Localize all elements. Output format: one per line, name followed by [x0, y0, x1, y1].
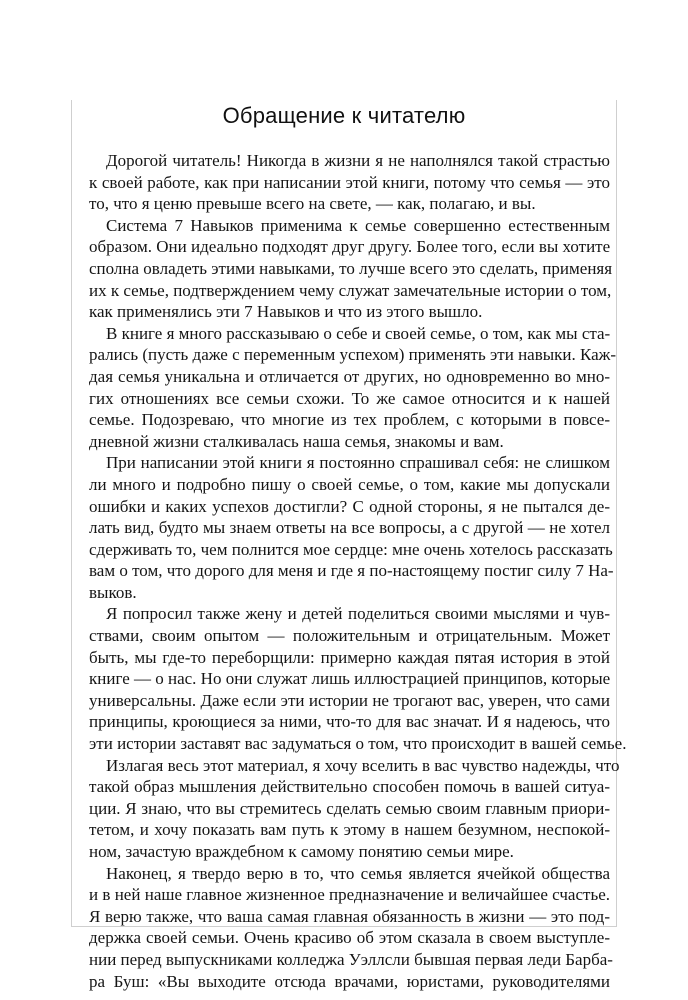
text-line: как применялись эти 7 Навыков и что из этого вышло. — [89, 302, 483, 322]
body-text — [89, 150, 627, 992]
text-line: Я верю также, что ваша самая главная обязанность в жизни — это под- — [89, 906, 610, 926]
text-line: При написании этой книги я постоянно спрашивал себя: не слишком — [106, 453, 610, 473]
page-title: Обращение к читателю — [222, 103, 466, 128]
text-line: принципы, кроющиеся за ними, что-то для вас значат. И я надеюсь, что — [89, 712, 610, 732]
text-line: В книге я много рассказываю о себе и своей семье, о том, как мы ста- — [106, 323, 611, 343]
text-line: Наконец, я твердо верю в то, что семья является ячейкой общества — [106, 863, 610, 883]
text-line: Система 7 Навыков применима к семье совершенно естественным — [106, 215, 610, 235]
paragraph — [89, 215, 613, 323]
paragraph — [89, 323, 617, 453]
text-line: ра Буш: «Вы выходите отсюда врачами, юристами, руководителями — [89, 971, 610, 991]
text-line: ошибки и каких успехов достигли? С одной стороны, я не пытался де- — [89, 496, 610, 516]
text-line: гих отношениях все семьи схожи. То же самое относится и к нашей — [89, 388, 610, 408]
text-line: универсальны. Даже если эти истории не трогают вас, уверен, что сами — [89, 690, 610, 710]
text-line: сдерживать то, чем полнится мое сердце: мне очень хотелось рассказать — [89, 539, 613, 559]
text-line: образом. Они идеально подходят друг другу. Более того, если вы хотите — [89, 237, 611, 257]
paragraph — [89, 603, 627, 754]
text-line: ствами, своим опытом — положительным и отрицательным. Может — [89, 626, 610, 646]
paragraph — [89, 150, 610, 215]
text-line: сполна овладеть этими навыками, то лучше всего это сделать, применяя — [89, 258, 613, 278]
text-line: дая семья уникальна и отличается от других, но одновременно во мно- — [89, 366, 610, 386]
text-line: и в ней наше главное жизненное предназначение и величайшее счастье. — [89, 885, 610, 905]
text-line: то, что я ценю превыше всего на свете, — как, полагаю, и вы. — [89, 194, 536, 214]
text-line: нии перед выпускниками колледжа Уэллсли бывшая первая леди Барба- — [89, 949, 613, 969]
text-line: их к семье, подтверждением чему служат замечательные истории о том, — [89, 280, 612, 300]
text-line: выков. — [89, 582, 137, 602]
paragraph — [89, 452, 614, 603]
text-line: быть, мы где-то переборщили: примерно каждая пятая история в этой — [89, 647, 610, 667]
text-line: тетом, и хочу показать вам путь к этому в нашем безумном, неспокой- — [89, 820, 610, 840]
text-line: семье. Подозреваю, что многие из тех проблем, с которыми в повсе- — [89, 410, 610, 430]
text-line: ции. Я знаю, что вы стремитесь сделать семью своим главным приори- — [89, 798, 610, 818]
text-line: Дорогой читатель! Никогда в жизни я не наполнялся такой страстью — [106, 151, 610, 170]
text-line: ном, зачастую враждебном к самому понятию семьи мире. — [89, 842, 514, 861]
text-line: вам о том, что дорого для меня и где я по-настоящему постиг силу 7 На- — [89, 561, 614, 581]
text-line: держка своей семьи. Очень красиво об этом сказала в своем выступле- — [89, 928, 610, 948]
text-line: дневной жизни сталкивалась наша семья, знакомы и вам. — [89, 431, 504, 451]
text-line: рались (пусть даже с переменным успехом) применять эти навыки. Каж- — [89, 345, 617, 365]
text-line: лать вид, будто мы знаем ответы на все вопросы, а с другой — не хотел — [89, 518, 610, 538]
text-line: эти истории заставят вас задуматься о том, что происходит в вашей семье. — [89, 734, 627, 754]
text-line: к своей работе, как при написании этой книги, потому что семья — это — [89, 172, 610, 192]
paragraph — [89, 863, 613, 993]
text-line: такой образ мышления действительно способен помочь в вашей ситуа- — [89, 777, 610, 797]
text-line: Я попросил также жену и детей поделиться своими мыслями и чув- — [106, 604, 610, 624]
paragraph — [89, 755, 620, 863]
text-line: книге — о нас. Но они служат лишь иллюстрацией принципов, которые — [89, 669, 611, 689]
text-line: Излагая весь этот материал, я хочу вселить в вас чувство надежды, что — [106, 755, 620, 775]
text-line: ли много и подробно пишу о своей семье, о том, какие мы допускали — [89, 474, 610, 494]
